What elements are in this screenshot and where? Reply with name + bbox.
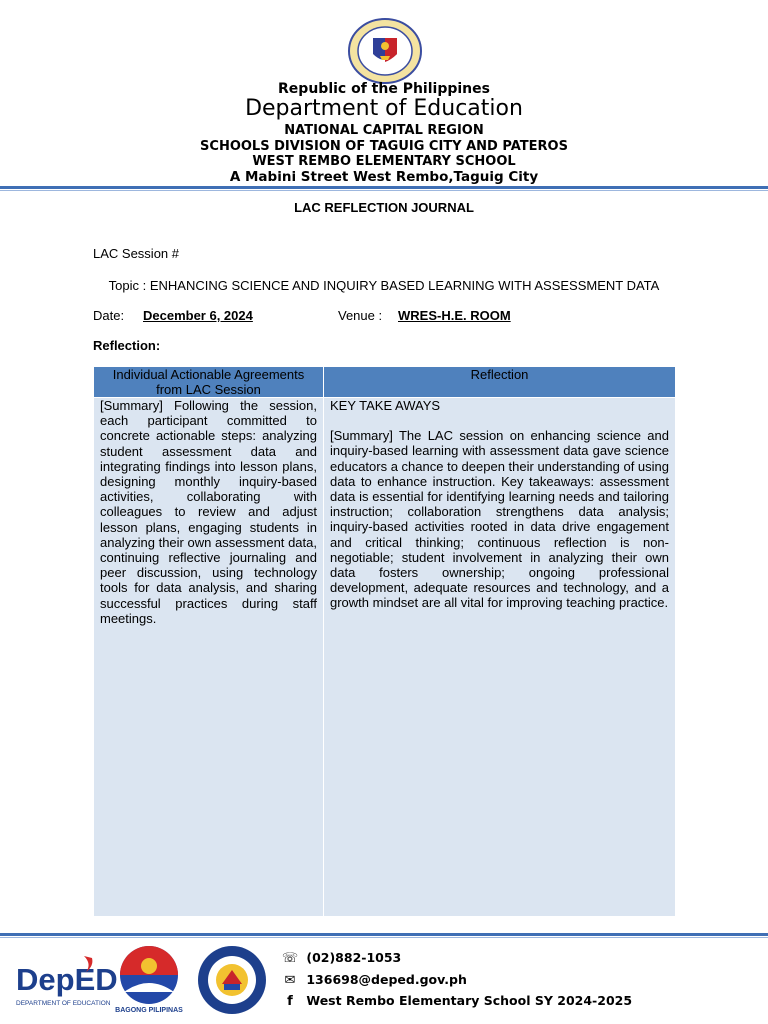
agreements-cell [94,398,324,917]
header-divider [0,186,768,189]
footer-divider-thin [0,937,768,938]
school-seal-logo [196,944,268,1016]
venue-label: Venue : [338,308,383,323]
phone-icon: ☏ [281,951,299,966]
reflection-cell [324,398,676,917]
email-address[interactable]: 136698@deped.gov.ph [306,972,467,987]
footer-divider [0,933,768,936]
facebook-page[interactable]: West Rembo Elementary School SY 2024-2025 [306,993,633,1008]
region-heading: NATIONAL CAPITAL REGION [284,123,484,138]
bagong-pilipinas-logo [116,944,182,1014]
venue-value: WRES-H.E. ROOM [398,308,511,323]
date-value: December 6, 2024 [143,308,253,323]
deped-seal-logo [347,18,423,84]
reflection-table [93,366,676,917]
bagong-pilipinas-text: BAGONG PILIPINAS [115,1007,183,1014]
facebook-icon: f [287,994,293,1009]
table-row [94,398,676,917]
division-heading: SCHOOLS DIVISION OF TAGUIG CITY AND PATEROS [200,139,568,154]
key-takeaways-heading: KEY TAKE AWAYS [330,398,441,413]
header-divider-thin [0,190,768,191]
contact-email [278,972,467,988]
session-label: LAC Session # [93,246,179,261]
envelope-icon: ✉ [284,973,296,988]
agreements-text: [Summary] Following the session, each participant committed to concrete actionable steps: analyzing student assessment data and integrating findings into lesson plans, designing monthly inquiry-based activities, collaborating with colleagues to review and adjust lesson plans, engaging students in analyzing their own assessment data, continuing reflective journaling and peer discussion, using technology tools for data analysis, and sharing successful practices during staff meetings. [100,398,317,626]
contact-phone [278,950,401,966]
document-title: LAC REFLECTION JOURNAL [294,200,474,215]
table-header-row [94,367,676,398]
reflection-label: Reflection: [93,338,161,353]
date-label: Date: [93,308,125,323]
header-agreements: Individual Actionable Agreements from LAC Session [94,367,324,398]
contact-facebook [278,993,632,1009]
republic-heading: Republic of the Philippines [278,81,490,97]
topic-line: Topic : ENHANCING SCIENCE AND INQUIRY BASED LEARNING WITH ASSESSMENT DATA [108,278,660,293]
school-address: A Mabini Street West Rembo,Taguig City [229,169,539,185]
deped-logo [14,950,118,1010]
school-heading: WEST REMBO ELEMENTARY SCHOOL [252,154,516,169]
deped-logo-subtext: DEPARTMENT OF EDUCATION [16,1000,111,1007]
department-heading: Department of Education [245,96,523,121]
reflection-text: [Summary] The LAC session on enhancing science and inquiry-based learning with assessment data gave science educators a chance to deepen their understanding of using data to enhance instruction. Key takeaways: assessment data is essential for identifying learning needs and tailoring instruction; collaboration strengthens data analysis; inquiry-based activities rooted in data drive engagement and critical thinking; continuous reflection is non-negotiable; student involvement in analyzing their own data fosters ownership; ongoing professional development, adequate resources and technology, and a growth mindset are all vital for improving teaching practice. [330,428,669,611]
phone-number[interactable]: (02)882-1053 [306,950,402,965]
header-reflection: Reflection [324,367,676,398]
deped-logo-text: DepED [16,962,118,997]
